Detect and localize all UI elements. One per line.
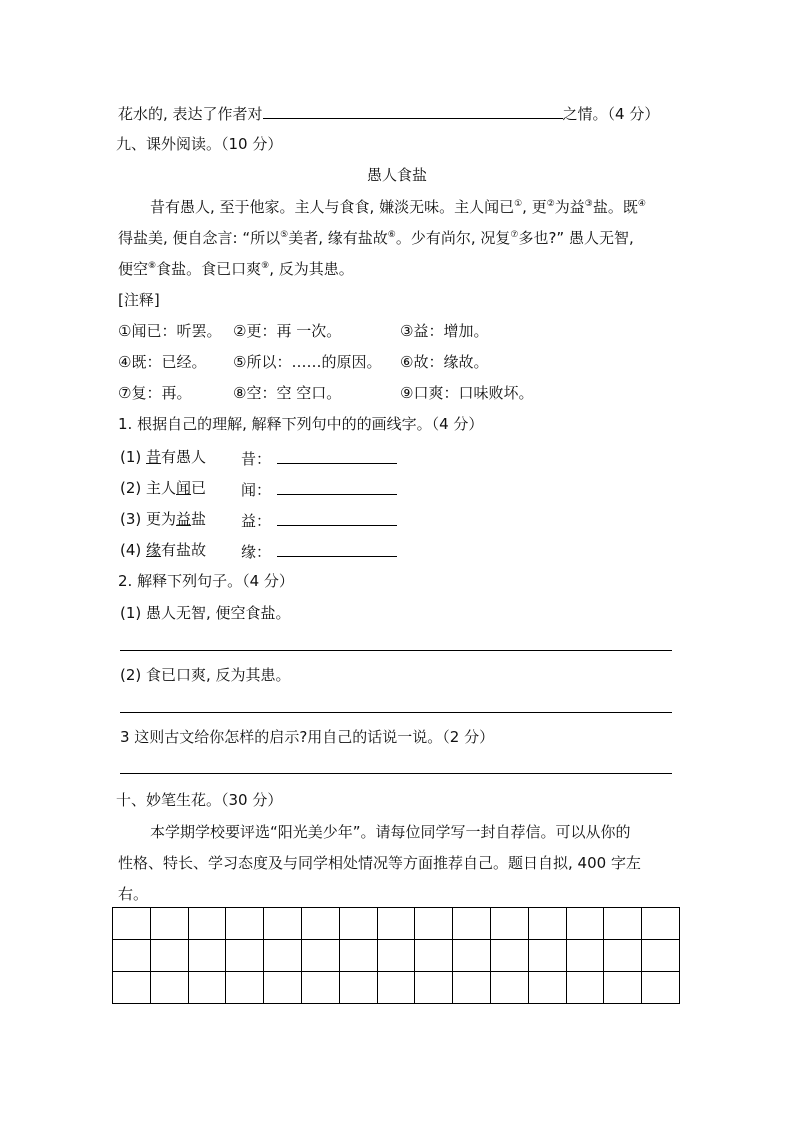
- grid-cell[interactable]: [528, 972, 566, 1004]
- grid-cell[interactable]: [566, 940, 604, 972]
- q1-blank-1[interactable]: [277, 447, 397, 464]
- q2-sentence-2: (2) 食已口爽, 反为其患。: [120, 666, 291, 684]
- grid-cell[interactable]: [604, 940, 642, 972]
- grid-cell[interactable]: [113, 940, 151, 972]
- grid-cell[interactable]: [490, 940, 528, 972]
- grid-cell[interactable]: [415, 940, 453, 972]
- grid-row: [113, 940, 680, 972]
- section-10-heading: 十、妙笔生花。（30 分）: [116, 791, 283, 809]
- grid-cell[interactable]: [264, 972, 302, 1004]
- note-8: ⑧空：空 空口。: [233, 384, 342, 402]
- grid-cell[interactable]: [453, 908, 491, 940]
- grid-cell[interactable]: [566, 972, 604, 1004]
- q1-blank-3[interactable]: [277, 509, 397, 526]
- grid-cell[interactable]: [226, 940, 264, 972]
- q2-answer-line-1[interactable]: [120, 650, 672, 651]
- section-10-para-1: 本学期学校要评选“阳光美少年”。请每位同学写一封自荐信。可以从你的: [150, 823, 631, 841]
- grid-cell[interactable]: [377, 972, 415, 1004]
- grid-cell[interactable]: [604, 908, 642, 940]
- grid-cell[interactable]: [301, 940, 339, 972]
- q1-blank-4[interactable]: [277, 540, 397, 557]
- grid-cell[interactable]: [150, 940, 188, 972]
- q1-blank-2[interactable]: [277, 478, 397, 495]
- grid-row: [113, 908, 680, 940]
- grid-cell[interactable]: [113, 972, 151, 1004]
- passage-line-2: 得盐美, 便自念言: “所以⑤美者, 缘有盐故⑥。少有尚尔, 况复⑦多也?” 愚人无智,: [118, 229, 634, 247]
- grid-cell[interactable]: [150, 908, 188, 940]
- grid-cell[interactable]: [226, 908, 264, 940]
- note-1: ①闻已：听罢。: [118, 322, 222, 340]
- story-title: 愚人食盐: [366, 166, 427, 184]
- q1-prompt: 1. 根据自己的理解, 解释下列句中的的画线字。（4 分）: [118, 415, 484, 433]
- q3-answer-line[interactable]: [120, 773, 672, 774]
- grid-cell[interactable]: [264, 940, 302, 972]
- grid-cell[interactable]: [566, 908, 604, 940]
- q2-sentence-1: (1) 愚人无智, 便空食盐。: [120, 604, 291, 622]
- grid-cell[interactable]: [415, 908, 453, 940]
- grid-cell[interactable]: [453, 940, 491, 972]
- grid-cell[interactable]: [604, 972, 642, 1004]
- section-9-heading: 九、课外阅读。（10 分）: [116, 135, 283, 153]
- grid-cell[interactable]: [188, 972, 226, 1004]
- grid-cell[interactable]: [377, 908, 415, 940]
- note-5: ⑤所以：……的原因。: [233, 353, 382, 371]
- note-2: ②更：再 一次。: [233, 322, 342, 340]
- q1-item-2: (2) 主人闻已: [120, 479, 207, 497]
- q1-word-2: 闻：: [241, 478, 397, 500]
- grid-cell[interactable]: [490, 908, 528, 940]
- grid-cell[interactable]: [377, 940, 415, 972]
- q2-answer-line-2[interactable]: [120, 712, 672, 713]
- writing-grid: [112, 907, 680, 1004]
- grid-cell[interactable]: [264, 908, 302, 940]
- q1-item-3: (3) 更为益盐: [120, 510, 207, 528]
- grid-cell[interactable]: [301, 908, 339, 940]
- section-10-para-3: 右。: [118, 885, 149, 903]
- passage-line-3: 便空⑧食盐。食已口爽⑨, 反为其患。: [118, 260, 354, 278]
- top-line-suffix: 之情。（4 分）: [562, 105, 660, 123]
- grid-cell[interactable]: [188, 908, 226, 940]
- note-7: ⑦复：再。: [118, 384, 192, 402]
- q1-word-4: 缘：: [241, 540, 397, 562]
- grid-cell[interactable]: [528, 908, 566, 940]
- answer-line-feelings: [118, 102, 659, 124]
- top-line-prefix: 花水的, 表达了作者对: [118, 105, 263, 123]
- grid-cell[interactable]: [528, 940, 566, 972]
- grid-cell[interactable]: [453, 972, 491, 1004]
- grid-row: [113, 972, 680, 1004]
- grid-cell[interactable]: [642, 972, 680, 1004]
- grid-cell[interactable]: [339, 972, 377, 1004]
- grid-cell[interactable]: [642, 908, 680, 940]
- grid-cell[interactable]: [490, 972, 528, 1004]
- grid-cell[interactable]: [226, 972, 264, 1004]
- section-10-para-2: 性格、特长、学习态度及与同学相处情况等方面推荐自己。题日自拟, 400 字左: [118, 854, 641, 872]
- grid-cell[interactable]: [642, 940, 680, 972]
- grid-cell[interactable]: [113, 908, 151, 940]
- q3-prompt: 3 这则古文给你怎样的启示?用自己的话说一说。（2 分）: [120, 728, 495, 746]
- q1-item-1: (1) 昔有愚人: [120, 448, 207, 466]
- q1-word-3: 益：: [241, 509, 397, 531]
- note-9: ⑨口爽：口味败坏。: [400, 384, 534, 402]
- note-3: ③益：增加。: [400, 322, 489, 340]
- note-6: ⑥故：缘故。: [400, 353, 489, 371]
- grid-cell[interactable]: [150, 972, 188, 1004]
- grid-cell[interactable]: [339, 908, 377, 940]
- grid-cell[interactable]: [415, 972, 453, 1004]
- grid-cell[interactable]: [188, 940, 226, 972]
- q2-prompt: 2. 解释下列句子。（4 分）: [118, 572, 294, 590]
- passage-line-1: 昔有愚人, 至于他家。主人与食食, 嫌淡无味。主人闻已①, 更②为益③盐。既④: [150, 198, 646, 216]
- feelings-blank[interactable]: [263, 102, 563, 119]
- q1-word-1: 昔：: [241, 447, 397, 469]
- grid-cell[interactable]: [301, 972, 339, 1004]
- notes-heading: [注释]: [118, 291, 160, 309]
- grid-cell[interactable]: [339, 940, 377, 972]
- q1-item-4: (4) 缘有盐故: [120, 541, 207, 559]
- note-4: ④既：已经。: [118, 353, 207, 371]
